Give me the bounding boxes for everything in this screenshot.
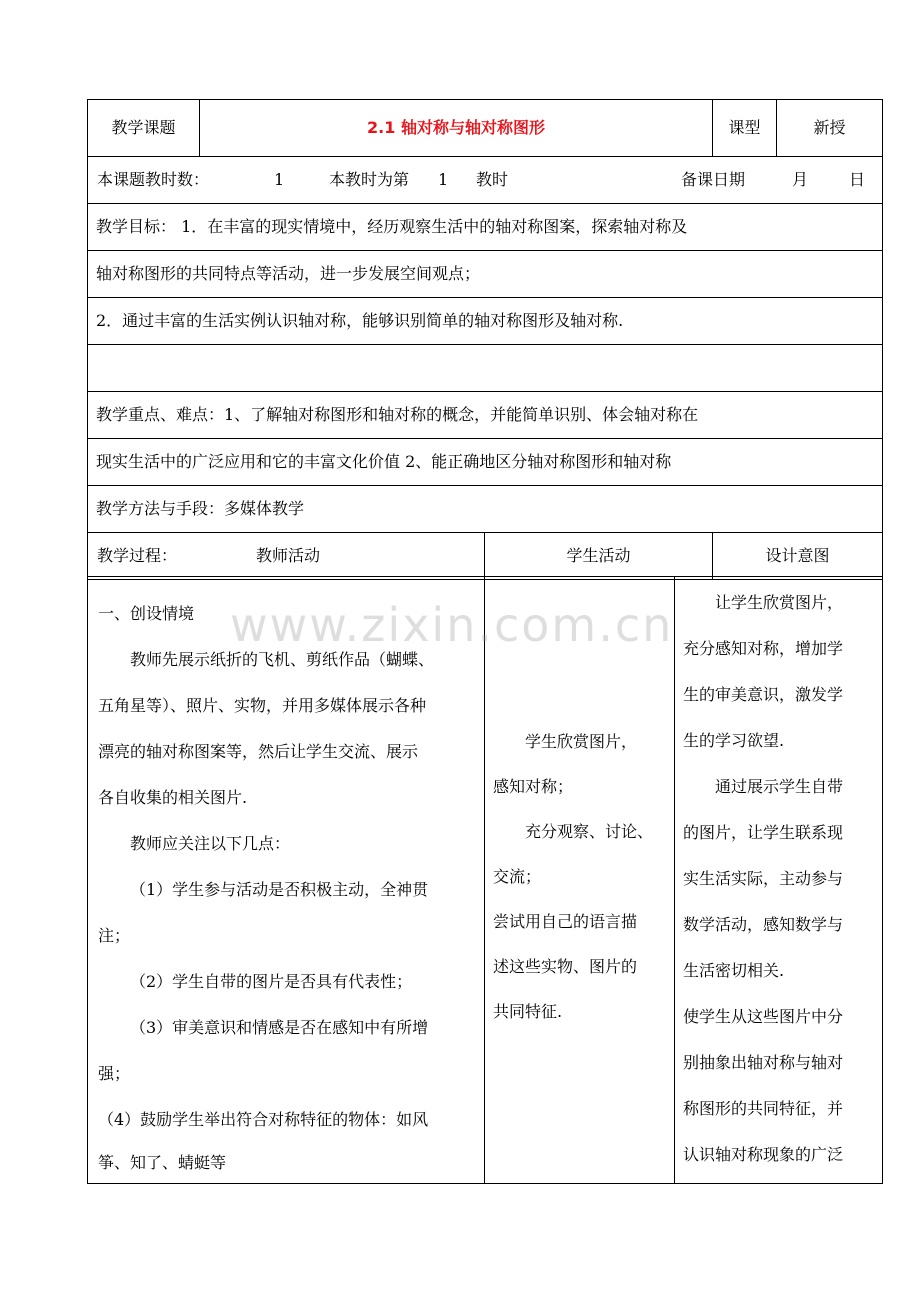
- objectives-row-1: [88, 204, 883, 251]
- current-hour-label: 本教时为第: [329, 170, 410, 189]
- teacher-line: 五角星等）、照片、实物，并用多媒体展示各种: [98, 696, 427, 715]
- teacher-line: （3）审美意识和情感是否在感知中有所增: [130, 1018, 429, 1037]
- method-row: [88, 486, 883, 533]
- design-line: 生活密切相关.: [683, 961, 785, 980]
- objectives-line-2: 轴对称图形的共同特点等活动，进一步发展空间观点；: [88, 251, 883, 298]
- process-header-row: [88, 533, 883, 580]
- type-label: 课型: [713, 100, 777, 157]
- student-activity-text: [485, 577, 674, 1034]
- student-line: 共同特征.: [493, 1002, 563, 1021]
- student-line: 述这些实物、图片的: [493, 957, 638, 976]
- design-intent-cell: [675, 577, 883, 1184]
- teacher-line: 各自收集的相关图片.: [98, 788, 248, 807]
- student-activity-cell: [485, 577, 675, 1184]
- teacher-line: （2）学生自带的图片是否具有代表性；: [130, 972, 413, 991]
- design-line: 使学生从这些图片中分: [683, 1007, 844, 1026]
- design-intent-header: 设计意图: [713, 533, 883, 580]
- design-line: 生的学习欲望.: [683, 731, 785, 750]
- teacher-line: 强；: [98, 1064, 131, 1083]
- teacher-line: （1）学生参与活动是否积极主动，全神贯: [130, 880, 429, 899]
- student-line: 交流；: [493, 867, 542, 886]
- total-hours-label: 本课题教时数：: [97, 170, 210, 189]
- process-teacher-header: [88, 533, 485, 580]
- teacher-line: 注；: [98, 926, 131, 945]
- hours-cell: [88, 157, 883, 204]
- process-label: 教学过程：: [97, 546, 178, 565]
- teacher-activity-text: [88, 577, 484, 1183]
- student-line: 感知对称；: [493, 777, 574, 796]
- total-hours-value: 1: [274, 170, 285, 189]
- teacher-line: 筝、知了、蜻蜓等: [98, 1153, 227, 1172]
- day-label: 日: [849, 170, 866, 189]
- student-activity-header: 学生活动: [485, 533, 713, 580]
- process-body-table: [87, 576, 883, 1184]
- teacher-activity-cell: [88, 577, 485, 1184]
- keypoints-row-2: [88, 439, 883, 486]
- design-line: 数学活动，感知数学与: [683, 915, 844, 934]
- objectives-row-3: [88, 298, 883, 345]
- teacher-activity-header: 教师活动: [256, 546, 321, 565]
- process-body-row: [88, 577, 883, 1184]
- empty-cell: [88, 345, 883, 392]
- teacher-line: 一、创设情境: [98, 604, 195, 623]
- title-row: [88, 100, 883, 157]
- teacher-line: 漂亮的轴对称图案等，然后让学生交流、展示: [98, 742, 419, 761]
- design-line: 称图形的共同特征，并: [683, 1099, 844, 1118]
- month-label: 月: [792, 170, 809, 189]
- design-line: 让学生欣赏图片，: [715, 593, 844, 612]
- design-line: 的图片，让学生联系现: [683, 823, 844, 842]
- objectives-line-3: 2．通过丰富的生活实例认识轴对称，能够识别简单的轴对称图形及轴对称.: [88, 298, 883, 345]
- hours-row: [88, 157, 883, 204]
- design-line: 实生活实际，主动参与: [683, 869, 844, 888]
- keypoints-row-1: [88, 392, 883, 439]
- method-text: 教学方法与手段：多媒体教学: [88, 486, 883, 533]
- watermark: www.zixin.com.cn: [230, 598, 674, 652]
- teacher-line: （4）鼓励学生举出符合对称特征的物体：如风: [98, 1110, 429, 1129]
- student-line: 充分观察、讨论、: [525, 822, 654, 841]
- keypoints-line-2: 现实生活中的广泛应用和它的丰富文化价值 2、能正确地区分轴对称图形和轴对称: [88, 439, 883, 486]
- lesson-plan-table: [87, 99, 883, 580]
- design-line: 别抽象出轴对称与轴对: [683, 1053, 844, 1072]
- type-value: 新授: [777, 100, 883, 157]
- current-hour-value: 1: [438, 170, 449, 189]
- student-line: 尝试用自己的语言描: [493, 912, 638, 931]
- design-line: 通过展示学生自带: [715, 777, 844, 796]
- student-line: 学生欣赏图片，: [525, 732, 638, 751]
- design-intent-text: [675, 577, 882, 1178]
- objectives-line-1: 教学目标： 1．在丰富的现实情境中，经历观察生活中的轴对称图案，探索轴对称及: [88, 204, 883, 251]
- objectives-row-2: [88, 251, 883, 298]
- teacher-line: 教师先展示纸折的飞机、剪纸作品（蝴蝶、: [130, 650, 435, 669]
- prep-date-label: 备课日期: [681, 170, 746, 189]
- empty-row: [88, 345, 883, 392]
- design-line: 认识轴对称现象的广泛: [683, 1145, 844, 1164]
- keypoints-line-1: 教学重点、难点：1、了解轴对称图形和轴对称的概念，并能简单识别、体会轴对称在: [88, 392, 883, 439]
- topic-label: 教学课题: [88, 100, 200, 157]
- design-line: 充分感知对称，增加学: [683, 639, 844, 658]
- lesson-title: 2.1 轴对称与轴对称图形: [200, 100, 713, 157]
- teacher-line: 教师应关注以下几点：: [130, 834, 291, 853]
- design-line: 生的审美意识，激发学: [683, 685, 844, 704]
- hour-unit-label: 教时: [476, 170, 509, 189]
